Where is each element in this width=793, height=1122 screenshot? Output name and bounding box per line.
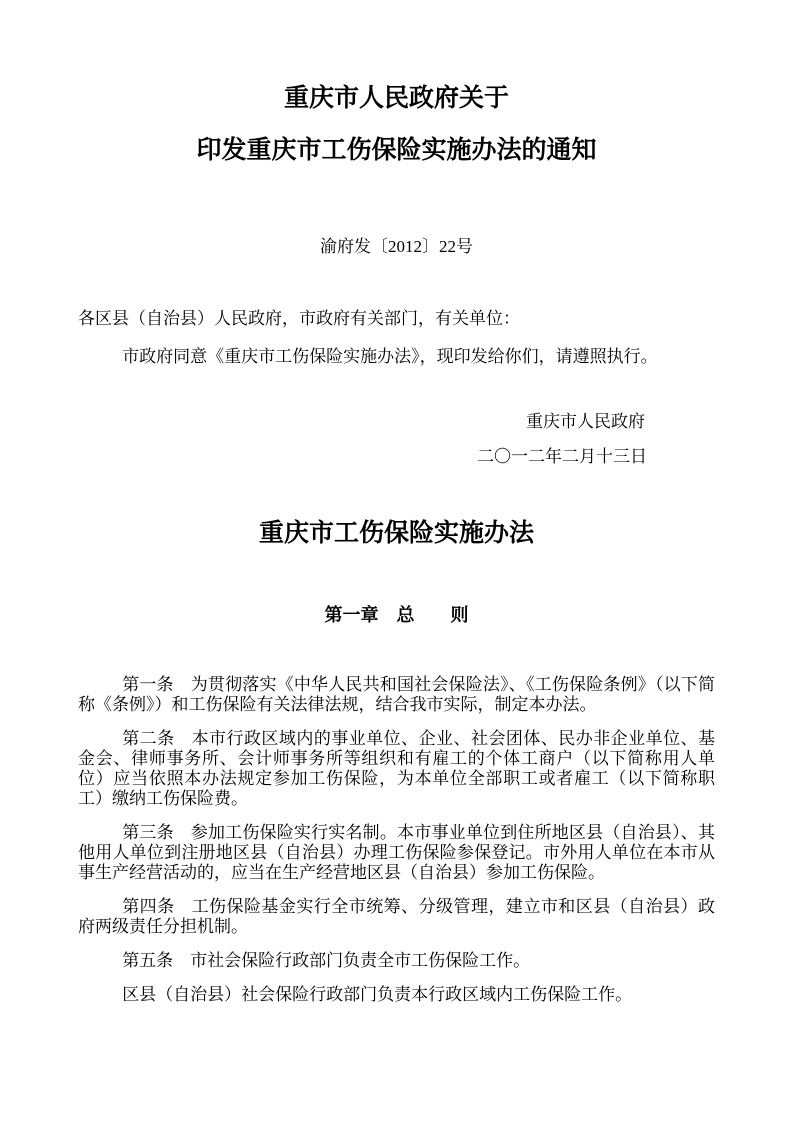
- chapter-1-heading: 第一章 总 则: [324, 605, 469, 625]
- article-number: 第三条: [122, 823, 174, 842]
- article-paragraph: [78, 675, 715, 715]
- document-number: 渝府发〔2012〕22号: [320, 237, 473, 256]
- article-text: 为贯彻落实《中华人民共和国社会保险法》、《工伤保险条例》（以下简称《条例》）和工伤保险有关法律法规，结合我市实际，制定本办法。: [78, 675, 716, 714]
- article-text: 本市行政区域内的事业单位、企业、社会团体、民办非企业单位、基金会、律师事务所、会计师事务所等组织和有雇工的个体工商户（以下简称用人单位）应当依照本办法规定参加工伤保险，为本单位全部职工或者雇工（以下简称职工）缴纳工伤保险费。: [78, 729, 716, 808]
- salutation-line: 各区县（自治县）人民政府，市政府有关部门，有关单位：: [78, 309, 520, 328]
- notice-body-paragraph: 市政府同意《重庆市工伤保险实施办法》，现印发给你们，请遵照执行。: [122, 347, 658, 366]
- article-text: 市社会保险行政部门负责全市工伤保险工作。: [190, 951, 531, 970]
- article-text: 参加工伤保险实行实名制。本市事业单位到住所地区县（自治县）、其他用人单位到注册地区县（自治县）办理工伤保险参保登记。市外用人单位在本市从事生产经营活动的，应当在生产经营地区县（自治县）参加工伤保险。: [78, 823, 716, 882]
- article-number: 第一条: [122, 675, 174, 694]
- article-number: 第二条: [122, 729, 175, 748]
- notice-title-line-1: 重庆市人民政府关于: [283, 85, 509, 112]
- issuer-signature: 重庆市人民政府: [526, 412, 645, 431]
- article-paragraph: [78, 729, 715, 809]
- article-number: 第四条: [122, 897, 175, 916]
- article-paragraph: [78, 951, 715, 971]
- article-paragraph: [78, 897, 715, 937]
- article-text: 工伤保险基金实行全市统筹、分级管理，建立市和区县（自治县）政府两级责任分担机制。: [78, 897, 716, 936]
- notice-title-line-2: 印发重庆市工伤保险实施办法的通知: [196, 137, 597, 164]
- chapter-1-articles: [78, 675, 715, 1005]
- article-paragraph: [78, 823, 715, 883]
- notice-title: [78, 0, 715, 167]
- article-paragraph: [78, 985, 715, 1005]
- article-number: 第五条: [122, 951, 174, 970]
- article-text: 区县（自治县）社会保险行政部门负责本行政区域内工伤保险工作。: [122, 985, 633, 1004]
- regulation-title: 重庆市工伤保险实施办法: [258, 520, 534, 547]
- issue-date: 二〇一二年二月十三日: [477, 447, 647, 466]
